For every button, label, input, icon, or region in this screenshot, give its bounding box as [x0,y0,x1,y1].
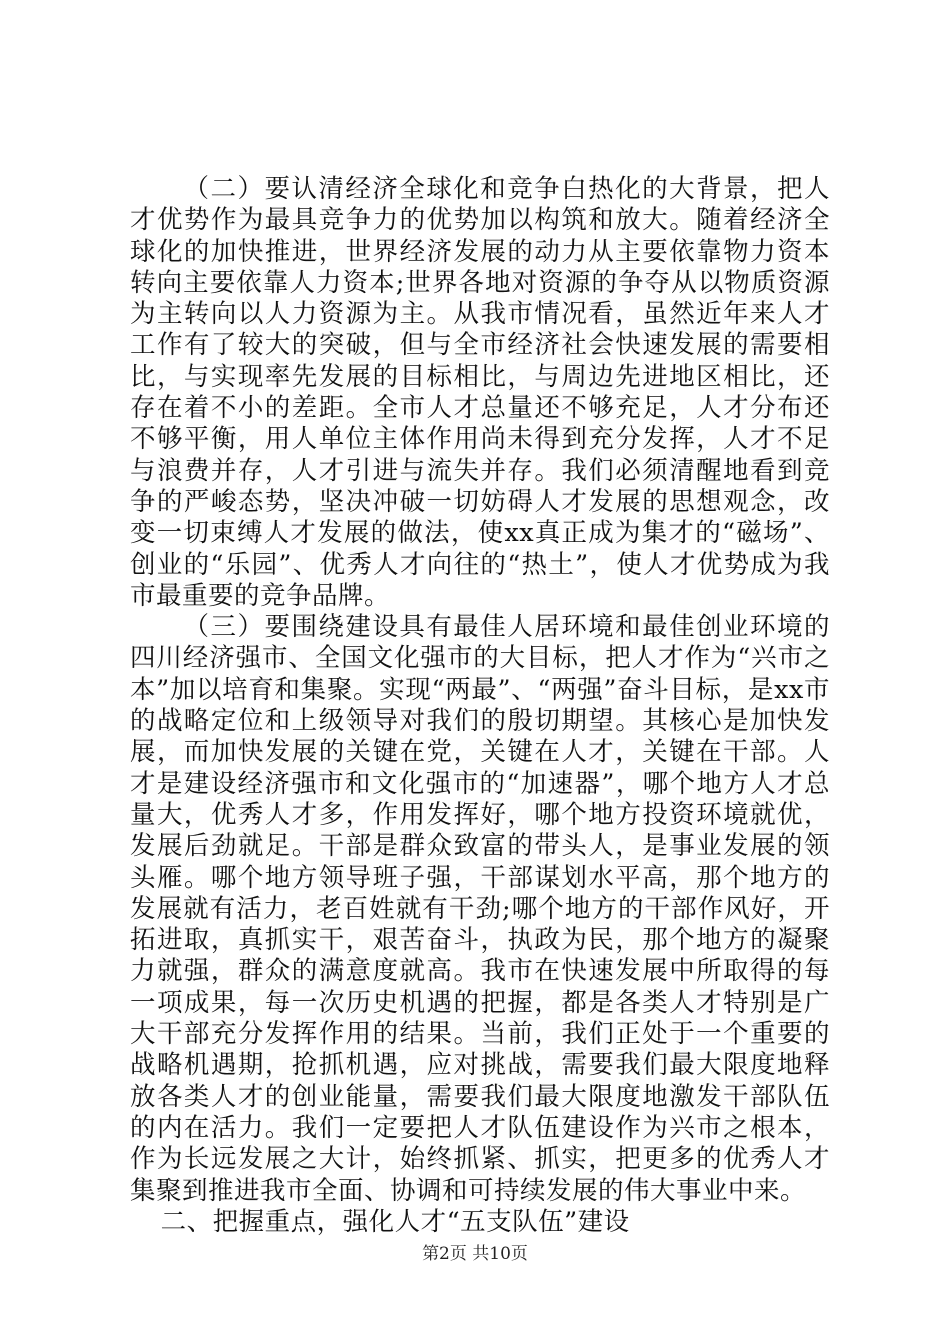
section-heading-five-teams: 二、把握重点，强化人才“五支队伍”建设 [160,1206,630,1237]
document-body [130,174,830,1238]
paragraph-section-three: （三）要围绕建设具有最佳人居环境和最佳创业环境的四川经济强市、全国文化强市的大目标，把人才作为“兴市之本”加以培育和集聚。实现“两最”、“两强”奋斗目标，是xx市的战略定位和上级领导对我们的殷切期望。其核心是加快发展，而加快发展的关键在党，关键在人才，关键在干部。人才是建设经济强市和文化强市的“加速器”，哪个地方人才总量大，优秀人才多，作用发挥好，哪个地方投资环境就优，发展后劲就足。干部是群众致富的带头人，是事业发展的领头雁。哪个地方领导班子强，干部谋划水平高，那个地方的发展就有活力，老百姓就有干劲;哪个地方的干部作风好，开拓进取，真抓实干，艰苦奋斗，执政为民，那个地方的凝聚力就强，群众的满意度就高。我市在快速发展中所取得的每一项成果，每一次历史机遇的把握，都是各类人才特别是广大干部充分发挥作用的结果。当前，我们正处于一个重要的战略机遇期，抢抓机遇，应对挑战，需要我们最大限度地释放各类人才的创业能量，需要我们最大限度地激发干部队伍的内在活力。我们一定要把人才队伍建设作为兴市之根本，作为长远发展之大计，始终抓紧、抓实，把更多的优秀人才集聚到推进我市全面、协调和可持续发展的伟大事业中来。 [130,612,830,1206]
page-number-footer: 第2页 共10页 [422,1244,528,1264]
paragraph-section-two: （二）要认清经济全球化和竞争白热化的大背景，把人才优势作为最具竞争力的优势加以构筑和放大。随着经济全球化的加快推进，世界经济发展的动力从主要依靠物力资本转向主要依靠人力资本;世界各地对资源的争夺从以物质资源为主转向以人力资源为主。从我市情况看，虽然近年来人才工作有了较大的突破，但与全市经济社会快速发展的需要相比，与实现率先发展的目标相比，与周边先进地区相比，还存在着不小的差距。全市人才总量还不够充足，人才分布还不够平衡，用人单位主体作用尚未得到充分发挥，人才不足与浪费并存，人才引进与流失并存。我们必须清醒地看到竞争的严峻态势，坚决冲破一切妨碍人才发展的思想观念，改变一切束缚人才发展的做法，使xx真正成为集才的“磁场”、创业的“乐园”、优秀人才向往的“热土”，使人才优势成为我市最重要的竞争品牌。 [130,174,830,611]
